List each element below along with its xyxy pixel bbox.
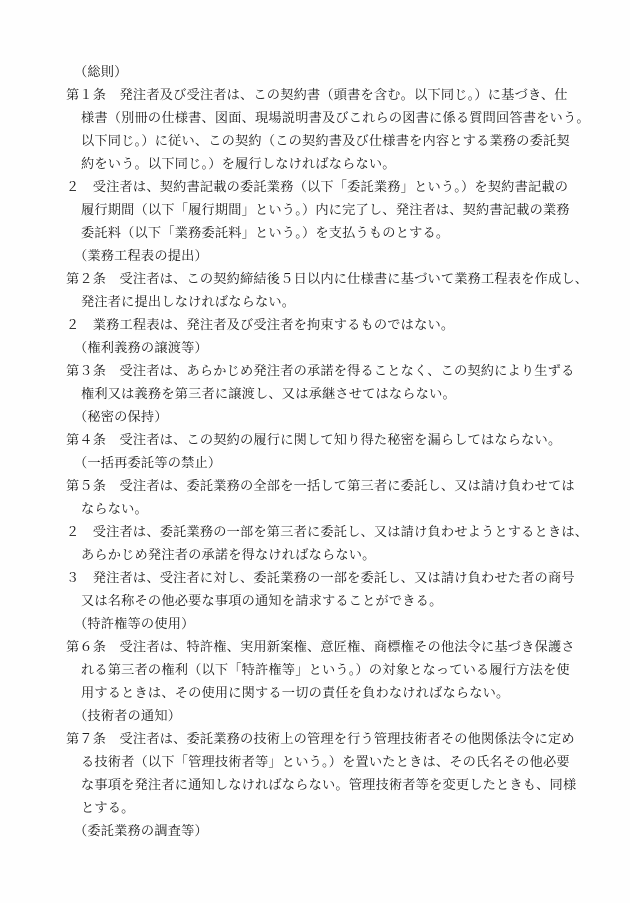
continuation-line: あらかじめ発注者の承諾を得なければならない。 [81,548,376,563]
article-line: ２ 受注者は、委託業務の一部を第三者に委託し、又は請け負わせようとするときは、 [66,525,589,540]
section-heading: （権利義務の譲渡等） [74,341,208,356]
section-heading: （特許権等の使用） [74,617,195,632]
section-heading: （秘密の保持） [74,410,168,425]
article-line: 第２条 受注者は、この契約締結後５日以内に仕様書に基づいて業務工程表を作成し、 [66,272,589,287]
article-line: ３ 発注者は、受注者に対し、委託業務の一部を委託し、又は請け負わせた者の商号 [66,571,575,586]
continuation-line: 以下同じ。）に従い、この契約（この契約書及び仕様書を内容とする業務の委託契 [81,134,570,149]
continuation-line: る技術者（以下「管理技術者等」という。）を置いたときは、その氏名その他必要 [81,755,570,770]
article-line: 第４条 受注者は、この契約の履行に関して知り得た秘密を漏らしてはならない。 [66,433,562,448]
continuation-line: な事項を発注者に通知しなければならない。管理技術者等を変更したときも、同様 [81,778,577,793]
section-heading: （一括再委託等の禁止） [74,456,222,471]
section-heading: （委託業務の調査等） [74,824,208,839]
article-line: 第６条 受注者は、特許権、実用新案権、意匠権、商標権その他法令に基づき保護さ [66,640,575,655]
article-line: 第５条 受注者は、委託業務の全部を一括して第三者に委託し、又は請け負わせては [66,479,575,494]
continuation-line: 又は名称その他必要な事項の通知を請求することができる。 [81,594,443,609]
article-line: ２ 受注者は、契約書記載の委託業務（以下「委託業務」という。）を契約書記載の [66,180,569,195]
article-line: 第１条 発注者及び受注者は、この契約書（頭書を含む。以下同じ。）に基づき、仕 [66,88,568,103]
continuation-line: 履行期間（以下「履行期間」という。）内に完了し、発注者は、契約書記載の業務 [81,203,570,218]
article-line: 第３条 受注者は、あらかじめ発注者の承諾を得ることなく、この契約により生ずる [66,364,575,379]
section-heading: （業務工程表の提出） [74,249,208,264]
continuation-line: 用するときは、その使用に関する一切の責任を負わなければならない。 [81,686,510,701]
continuation-line: 約をいう。以下同じ。）を履行しなければならない。 [81,157,396,172]
continuation-line: 様書（別冊の仕様書、図面、現場説明書及びこれらの図書に係る質問回答書をいう。 [81,111,590,126]
continuation-line: 委託料（以下「業務委託料」という。）を支払うものとする。 [81,226,450,241]
article-line: ２ 業務工程表は、発注者及び受注者を拘束するものではない。 [66,318,455,333]
section-heading: （技術者の通知） [74,709,182,724]
continuation-line: とする。 [81,801,135,816]
section-heading: （総則） [74,65,128,80]
continuation-line: ならない。 [81,502,148,517]
continuation-line: 権利又は義務を第三者に譲渡し、又は承継させてはならない。 [81,387,456,402]
continuation-line: 発注者に提出しなければならない。 [81,295,296,310]
article-line: 第７条 受注者は、委託業務の技術上の管理を行う管理技術者その他関係法令に定め [66,732,575,747]
continuation-line: れる第三者の権利（以下「特許権等」という。）の対象となっている履行方法を使 [81,663,570,678]
